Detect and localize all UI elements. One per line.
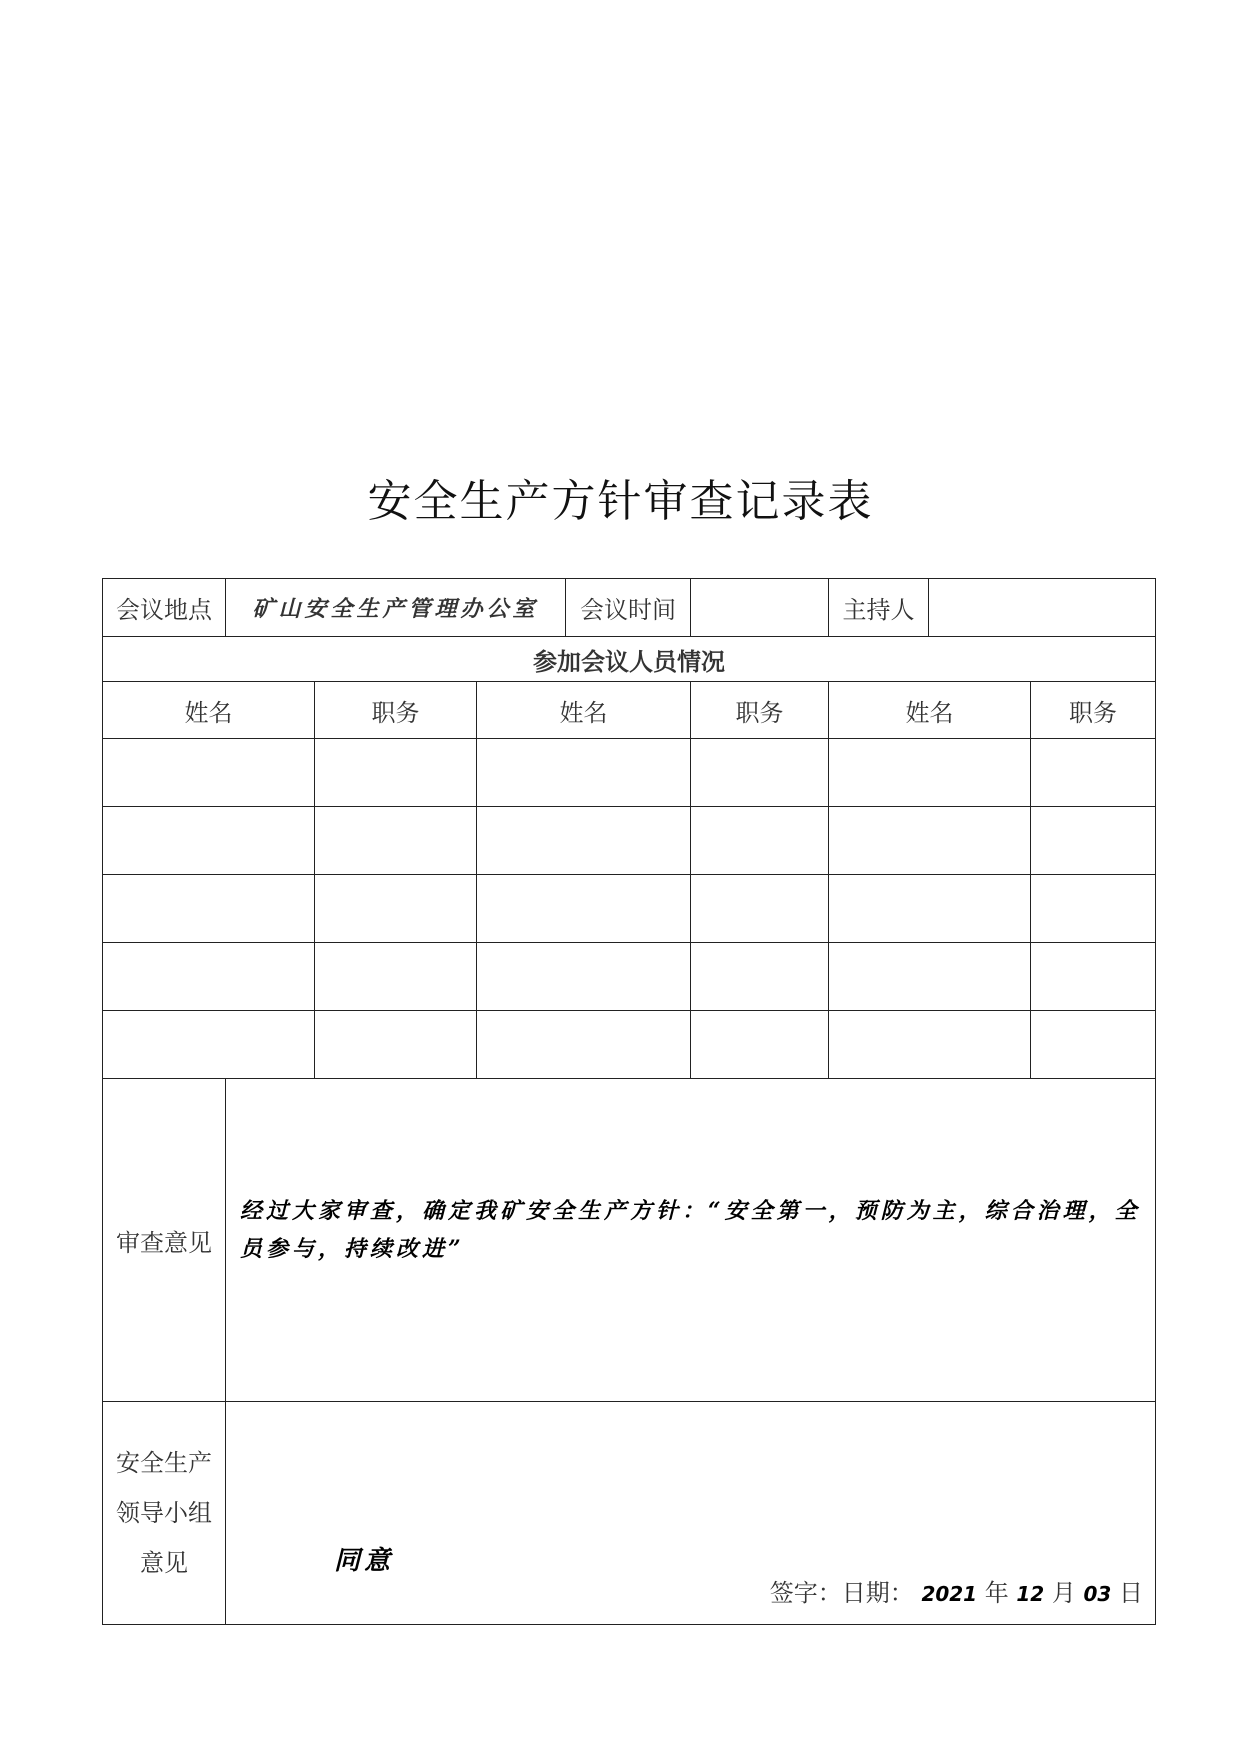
attendee-name-cell	[829, 943, 1031, 1011]
leader-label-line: 安全生产	[116, 1449, 212, 1477]
review-opinion-cell	[226, 1079, 1156, 1402]
column-header-name-3: 姓名	[829, 682, 1031, 739]
time-label: 会议时间	[566, 579, 691, 637]
attendee-position-cell	[315, 875, 477, 943]
attendee-name-cell	[829, 875, 1031, 943]
attendees-header-row	[103, 682, 1156, 739]
attendee-name-cell	[103, 943, 315, 1011]
sign-date-label: 签字：日期：	[769, 1579, 914, 1607]
table-row	[103, 807, 1156, 875]
leader-label-line: 领导小组	[116, 1499, 212, 1527]
table-row	[103, 943, 1156, 1011]
review-opinion-text: 经过大家审查，确定我矿安全生产方针：“安全第一，预防为主，综合治理，全员参与，持续改进”	[240, 1198, 1141, 1262]
attendee-name-cell	[829, 807, 1031, 875]
attendee-name-cell	[477, 739, 691, 807]
location-label: 会议地点	[103, 579, 226, 637]
attendee-position-cell	[691, 739, 829, 807]
column-header-name-1: 姓名	[103, 682, 315, 739]
attendee-position-cell	[1031, 875, 1156, 943]
review-record-table	[102, 578, 1156, 1625]
date-day-unit: 日	[1119, 1579, 1143, 1607]
location-value: 矿山安全生产管理办公室	[226, 579, 566, 637]
attendee-position-cell	[315, 739, 477, 807]
date-year-unit: 年	[984, 1579, 1009, 1607]
attendee-name-cell	[477, 807, 691, 875]
table-row	[103, 739, 1156, 807]
attendee-name-cell	[103, 807, 315, 875]
host-label: 主持人	[829, 579, 929, 637]
date-month: 12	[1016, 1582, 1045, 1606]
attendee-position-cell	[1031, 807, 1156, 875]
attendee-position-cell	[315, 943, 477, 1011]
attendee-name-cell	[477, 943, 691, 1011]
attendee-position-cell	[1031, 943, 1156, 1011]
column-header-position-2: 职务	[691, 682, 829, 739]
attendee-position-cell	[691, 943, 829, 1011]
leader-opinion-label	[103, 1402, 226, 1625]
attendee-position-cell	[1031, 739, 1156, 807]
attendee-position-cell	[315, 807, 477, 875]
table-row	[103, 1011, 1156, 1079]
leader-opinion-cell	[226, 1402, 1156, 1625]
leader-label-line: 意见	[140, 1549, 188, 1577]
review-opinion-label: 审查意见	[103, 1079, 226, 1402]
attendee-position-cell	[691, 1011, 829, 1079]
date-month-unit: 月	[1051, 1579, 1076, 1607]
table-row	[103, 875, 1156, 943]
attendee-position-cell	[691, 807, 829, 875]
attendee-name-cell	[829, 1011, 1031, 1079]
document-title: 安全生产方针审查记录表	[367, 476, 874, 527]
leader-opinion-text: 同意	[334, 1546, 395, 1576]
attendee-position-cell	[691, 875, 829, 943]
attendee-name-cell	[103, 739, 315, 807]
review-opinion-row	[103, 1079, 1156, 1402]
column-header-position-1: 职务	[315, 682, 477, 739]
column-header-position-3: 职务	[1031, 682, 1156, 739]
time-value	[691, 579, 829, 637]
date-day: 03	[1083, 1582, 1112, 1606]
attendee-name-cell	[477, 1011, 691, 1079]
attendee-position-cell	[1031, 1011, 1156, 1079]
leader-opinion-row	[103, 1402, 1156, 1625]
date-year: 2021	[921, 1582, 978, 1606]
attendees-section-title: 参加会议人员情况	[103, 637, 1156, 682]
attendee-position-cell	[315, 1011, 477, 1079]
signature-date-line	[770, 1573, 1143, 1608]
host-value	[929, 579, 1156, 637]
meeting-info-row	[103, 579, 1156, 637]
attendee-name-cell	[829, 739, 1031, 807]
attendee-name-cell	[477, 875, 691, 943]
attendee-name-cell	[103, 875, 315, 943]
column-header-name-2: 姓名	[477, 682, 691, 739]
attendee-name-cell	[103, 1011, 315, 1079]
attendees-section-row	[103, 637, 1156, 682]
